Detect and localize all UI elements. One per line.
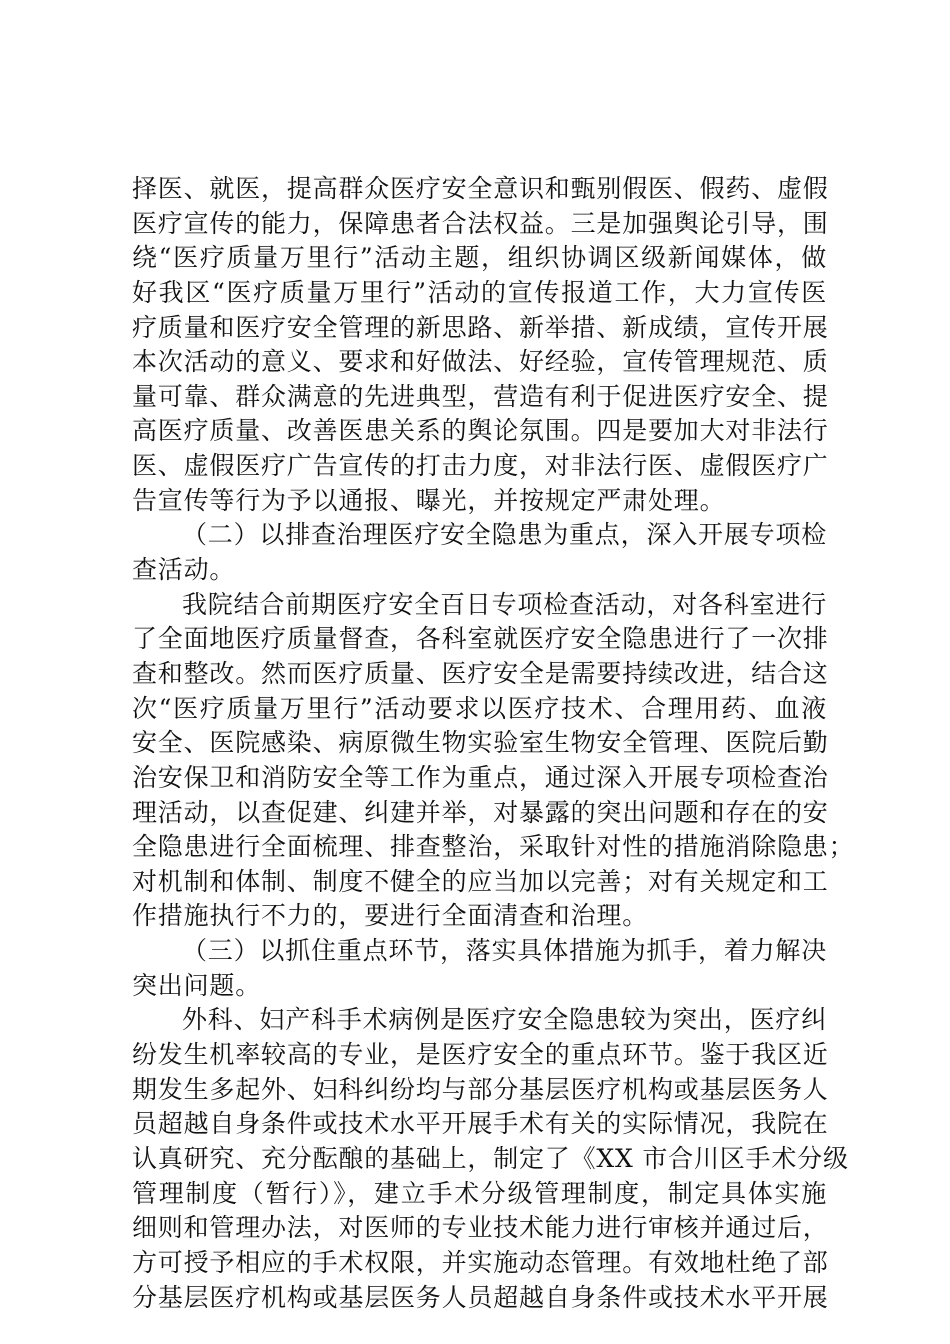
- text-line: 细则和管理办法，对医师的专业技术能力进行审核并通过后，: [132, 1213, 829, 1243]
- text-line: 分基层医疗机构或基层医务人员超越自身条件或技术水平开展: [132, 1282, 829, 1312]
- document-body: [132, 172, 855, 1315]
- text-line: 期发生多起外、妇科纠纷均与部分基层医疗机构或基层医务人: [132, 1074, 829, 1104]
- text-line: 告宣传等行为予以通报、曝光，并按规定严肃处理。: [132, 485, 726, 515]
- text-line: 管理制度（暂行）》，建立手术分级管理制度，制定具体实施: [132, 1178, 827, 1208]
- text-line: 疗质量和医疗安全管理的新思路、新举措、新成绩，宣传开展: [132, 312, 829, 342]
- text-line: （三）以抓住重点环节，落实具体措施为抓手，着力解决: [182, 936, 828, 966]
- text-line: 员超越自身条件或技术水平开展手术有关的实际情况，我院在: [132, 1109, 829, 1139]
- text-line: 对机制和体制、制度不健全的应当加以完善；对有关规定和工: [132, 866, 829, 896]
- text-line: 纷发生机率较高的专业，是医疗安全的重点环节。鉴于我区近: [132, 1040, 829, 1070]
- text-line: 我院结合前期医疗安全百日专项检查活动，对各科室进行: [182, 589, 828, 619]
- text-line: 理活动，以查促建、纠建并举，对暴露的突出问题和存在的安: [132, 797, 829, 827]
- text-line: 认真研究、充分酝酿的基础上，制定了《XX 市合川区手术分级: [132, 1143, 849, 1173]
- text-line: 方可授予相应的手术权限，并实施动态管理。有效地杜绝了部: [132, 1247, 829, 1277]
- text-line: 医疗宣传的能力，保障患者合法权益。三是加强舆论引导，围: [132, 208, 829, 238]
- text-line: 全隐患进行全面梳理、排查整治，采取针对性的措施消除隐患；: [132, 832, 855, 862]
- text-line: 量可靠、群众满意的先进典型，营造有利于促进医疗安全、提: [132, 381, 829, 411]
- text-line: 绕“医疗质量万里行”活动主题，组织协调区级新闻媒体，做: [132, 243, 827, 273]
- text-line: 好我区“医疗质量万里行”活动的宣传报道工作，大力宣传医: [132, 277, 827, 307]
- text-line: 外科、妇产科手术病例是医疗安全隐患较为突出，医疗纠: [182, 1005, 828, 1035]
- text-line: 查活动。: [132, 555, 236, 585]
- text-line: 择医、就医，提高群众医疗安全意识和甄别假医、假药、虚假: [132, 174, 829, 203]
- text-line: 安全、医院感染、病原微生物实验室生物安全管理、医院后勤: [132, 728, 829, 758]
- text-line: 查和整改。然而医疗质量、医疗安全是需要持续改进，结合这: [132, 658, 829, 688]
- text-line: 本次活动的意义、要求和好做法、好经验，宣传管理规范、质: [132, 347, 829, 377]
- text-line: 突出问题。: [132, 970, 262, 1000]
- text-line: 医、虚假医疗广告宣传的打击力度，对非法行医、虚假医疗广: [132, 451, 829, 481]
- text-line: 了全面地医疗质量督查，各科室就医疗安全隐患进行了一次排: [132, 624, 829, 654]
- text-line: （二）以排查治理医疗安全隐患为重点，深入开展专项检: [182, 520, 828, 550]
- text-line: 治安保卫和消防安全等工作为重点，通过深入开展专项检查治: [132, 762, 829, 792]
- text-line: 次“医疗质量万里行”活动要求以医疗技术、合理用药、血液: [132, 693, 827, 723]
- text-line: 高医疗质量、改善医患关系的舆论氛围。四是要加大对非法行: [132, 416, 829, 446]
- text-line: 作措施执行不力的，要进行全面清查和治理。: [132, 901, 649, 931]
